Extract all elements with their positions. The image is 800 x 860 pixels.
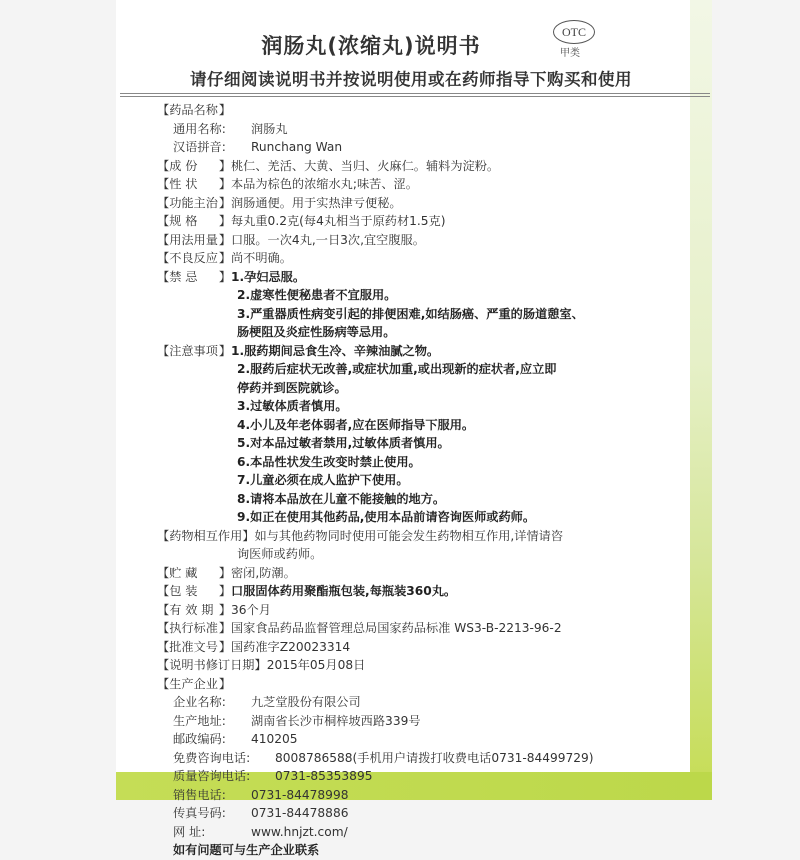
website-value: www.hnjzt.com/: [251, 824, 348, 839]
precautions-row: 【 注意事项 】 1.服药期间忌食生冷、辛辣油腻之物。: [157, 342, 677, 361]
section-drug-name: 【 药品名称 】: [157, 101, 677, 120]
validity-value: 36个月: [231, 602, 271, 617]
info-key: 传真号码:: [173, 806, 226, 820]
character-row: 【 性 状 】 本品为棕色的浓缩水丸;味苦、涩。: [157, 175, 677, 194]
contraindication-item: 1.孕妇忌服。: [231, 269, 306, 284]
section-label: 药品名称: [169, 103, 218, 117]
document-title: 润肠丸(浓缩丸)说明书: [261, 34, 481, 58]
info-key: 销售电话:: [173, 787, 226, 802]
package-value: 口服固体药用聚酯瓶包装,每瓶装360丸。: [231, 584, 457, 598]
info-key: 质量咨询电话:: [173, 769, 251, 783]
adverse-row: 【 不良反应 】 尚不明确。: [157, 249, 677, 268]
contraindications-label: 禁 忌: [169, 269, 198, 284]
manufacturer-info-row: [157, 693, 677, 712]
manufacturer-info-row: [157, 712, 677, 731]
precaution-item: 2.服药后症状无改善,或症状加重,或出现新的症状者,应立即: [237, 362, 557, 376]
specification-row: 【 规 格 】 每丸重0.2克(每4丸相当于原药材1.5克): [157, 212, 677, 231]
revision-row: 【 说明书修订日期 】 2015年05月08日: [157, 656, 677, 675]
dosage-value: 口服。一次4丸,一日3次,宜空腹服。: [231, 232, 425, 247]
precaution-item: 9.如正在使用其他药品,使用本品前请咨询医师或药师。: [237, 510, 536, 524]
character-value: 本品为棕色的浓缩水丸;味苦、涩。: [231, 177, 418, 191]
info-key: 邮政编码:: [173, 732, 226, 746]
otc-badge: OTC: [553, 20, 595, 44]
dosage-label: 用法用量: [169, 232, 218, 247]
storage-row: 【 贮 藏 】 密闭,防潮。: [157, 564, 677, 583]
composition-label: 成 份: [169, 158, 198, 173]
leaflet-content: [157, 101, 677, 860]
info-value: 0731-84478886: [251, 806, 349, 820]
composition-value: 桃仁、羌活、大黄、当归、火麻仁。辅料为淀粉。: [231, 158, 500, 173]
package-row: 【 包 装 】 口服固体药用聚酯瓶包装,每瓶装360丸。: [157, 582, 677, 601]
precaution-item: 6.本品性状发生改变时禁止使用。: [237, 454, 421, 469]
pinyin-label: 汉语拼音:: [173, 140, 226, 154]
approval-row: 【 批准文号 】 国药准字Z20023314: [157, 638, 677, 657]
info-key: 生产地址:: [173, 713, 226, 728]
manufacturer-info-row: [157, 730, 677, 749]
package-label: 包 装: [169, 584, 198, 598]
contact-note: 如有问题可与生产企业联系: [173, 843, 320, 857]
interactions-row: 【 药物相互作用 】 如与其他药物同时使用可能会发生药物相互作用,详情请咨: [157, 527, 677, 546]
contraindication-item: 3.严重器质性病变引起的排便困难,如结肠癌、严重的肠道憩室、: [237, 306, 584, 321]
precaution-item: 5.对本品过敏者禁用,过敏体质者慎用。: [237, 436, 450, 450]
contraindication-item: 2.虚寒性便秘患者不宜服用。: [237, 288, 397, 302]
precaution-item: 1.服药期间忌食生冷、辛辣油腻之物。: [231, 343, 440, 358]
info-value: 0731-84478998: [251, 787, 349, 802]
interactions-label: 药物相互作用: [169, 528, 243, 543]
indications-label: 功能主治: [169, 195, 218, 210]
manufacturer-info-row: [157, 749, 677, 768]
info-value: 410205: [251, 732, 298, 746]
contraindications-row: 【 禁 忌 】 1.孕妇忌服。: [157, 268, 677, 287]
precaution-item: 4.小儿及年老体弱者,应在医师指导下服用。: [237, 417, 475, 432]
composition-row: 【 成 份 】 桃仁、羌活、大黄、当归、火麻仁。辅料为淀粉。: [157, 157, 677, 176]
pinyin-value: Runchang Wan: [251, 140, 343, 154]
character-label: 性 状: [169, 177, 198, 191]
interactions-value: 如与其他药物同时使用可能会发生药物相互作用,详情请咨: [254, 528, 564, 543]
info-key: 企业名称:: [173, 695, 226, 709]
validity-row: 【 有 效 期 】 36个月: [157, 601, 677, 620]
generic-name-row: [157, 120, 677, 139]
divider-line: [120, 96, 710, 97]
storage-label: 贮 藏: [169, 565, 198, 580]
generic-name-value: 润肠丸: [251, 121, 288, 136]
contraindication-item: 肠梗阻及炎症性肠病等忌用。: [237, 325, 396, 339]
manufacturer-info-row: [157, 767, 677, 786]
green-side-band: [690, 0, 712, 800]
adverse-label: 不良反应: [169, 251, 218, 265]
specification-value: 每丸重0.2克(每4丸相当于原药材1.5克): [231, 214, 446, 228]
precaution-item: 7.儿童必须在成人监护下使用。: [237, 473, 409, 487]
standard-label: 执行标准: [169, 621, 218, 635]
precaution-item: 8.请将本品放在儿童不能接触的地方。: [237, 491, 446, 506]
indications-value: 润肠通便。用于实热津亏便秘。: [231, 195, 402, 210]
indications-row: 【 功能主治 】 润肠通便。用于实热津亏便秘。: [157, 194, 677, 213]
validity-label: 有 效 期: [169, 602, 214, 617]
manufacturer-label: 生产企业: [169, 676, 218, 691]
otc-class-label: 甲类: [560, 48, 580, 59]
divider-line: [120, 93, 710, 94]
storage-value: 密闭,防潮。: [231, 565, 296, 580]
manufacturer-info-row: [157, 786, 677, 805]
info-value: 九芝堂股份有限公司: [251, 695, 361, 709]
adverse-value: 尚不明确。: [231, 251, 292, 265]
precaution-item: 停药并到医院就诊。: [237, 380, 347, 395]
precaution-item: 3.过敏体质者慎用。: [237, 399, 348, 413]
info-key: 网 址:: [173, 824, 206, 839]
standard-row: 【 执行标准 】 国家食品药品监督管理总局国家药品标准 WS3-B-2213-96-2: [157, 619, 677, 638]
generic-name-label: 通用名称:: [173, 121, 226, 136]
info-value: 8008786588(手机用户请拨打收费电话0731-84499729): [275, 750, 594, 765]
manufacturer-info-row: [157, 804, 677, 823]
info-key: 免费咨询电话:: [173, 750, 251, 765]
document-subtitle: 请仔细阅读说明书并按说明使用或在药师指导下购买和使用: [190, 70, 632, 89]
dosage-row: 【 用法用量 】 口服。一次4丸,一日3次,宜空腹服。: [157, 231, 677, 250]
info-value: 湖南省长沙市桐梓坡西路339号: [251, 713, 421, 728]
standard-value: 国家食品药品监督管理总局国家药品标准 WS3-B-2213-96-2: [231, 621, 562, 635]
precautions-label: 注意事项: [169, 343, 218, 358]
approval-value: 国药准字Z20023314: [231, 639, 351, 654]
interactions-value-cont: 询医师或药师。: [237, 547, 323, 561]
revision-label: 说明书修订日期: [169, 658, 255, 672]
revision-value: 2015年05月08日: [266, 658, 366, 672]
specification-label: 规 格: [169, 214, 198, 228]
manufacturer-row: 【 生产企业 】: [157, 675, 677, 694]
approval-label: 批准文号: [169, 639, 218, 654]
info-value: 0731-85353895: [275, 769, 373, 783]
manufacturer-info-row: [157, 823, 677, 842]
pinyin-row: [157, 138, 677, 157]
